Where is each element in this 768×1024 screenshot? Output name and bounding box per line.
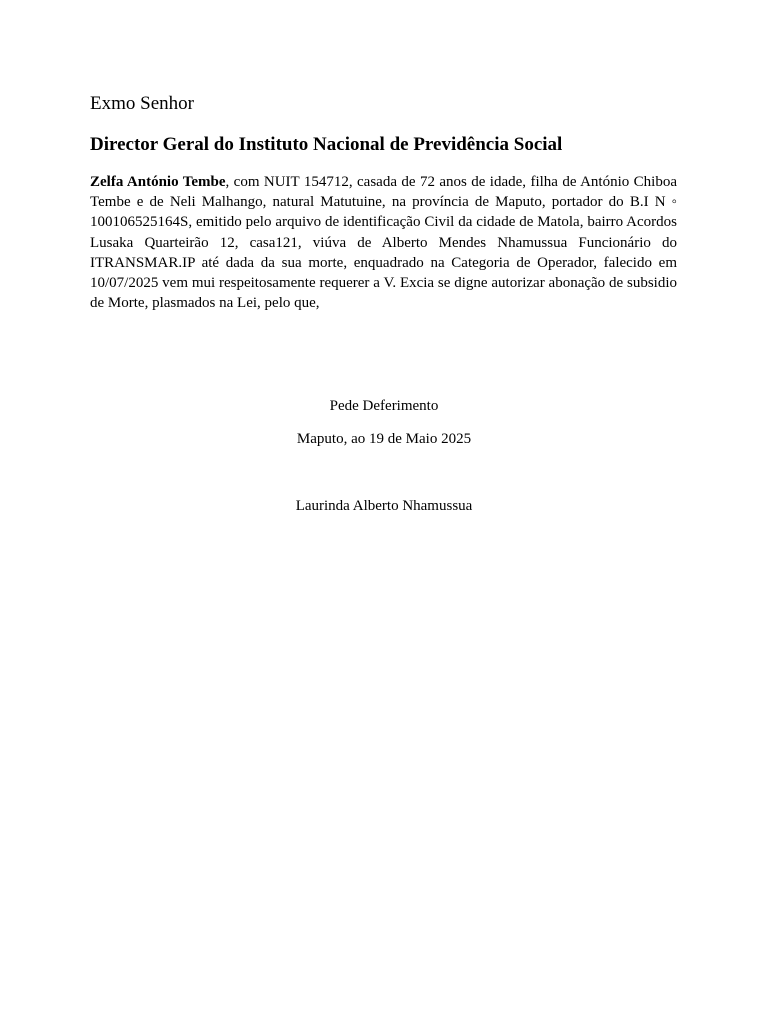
- place-date: Maputo, ao 19 de Maio 2025: [296, 431, 472, 447]
- closing-line: Pede Deferimento: [329, 398, 439, 414]
- signatory-name: Laurinda Alberto Nhamussua: [295, 498, 473, 514]
- recipient-title: Director Geral do Instituto Nacional de Previdência Social: [90, 134, 563, 155]
- salutation: Exmo Senhor: [90, 93, 194, 114]
- body-paragraph: [90, 172, 677, 313]
- applicant-name: Zelfa António Tembe: [90, 174, 226, 190]
- body-text: , com NUIT 154712, casada de 72 anos de idade, filha de António Chiboa Tembe e de Neli Malhango, natural Matutuine, na província de Maputo, portador do B.I N ◦ 100106525164S, emitido pelo arquivo de identificação Civil da cidade de Matola, bairro Acordos Lusaka Quarteirão 12, casa121, viúva de Alberto Mendes Nhamussua Funcionário do ITRANSMAR.IP até dada da sua morte, enquadrado na Categoria de Operador, falecido em 10/07/2025 vem mui respeitosamente requerer a V. Excia se digne autorizar abonação de subsidio de Morte, plasmados na Lei, pelo que,: [90, 174, 677, 312]
